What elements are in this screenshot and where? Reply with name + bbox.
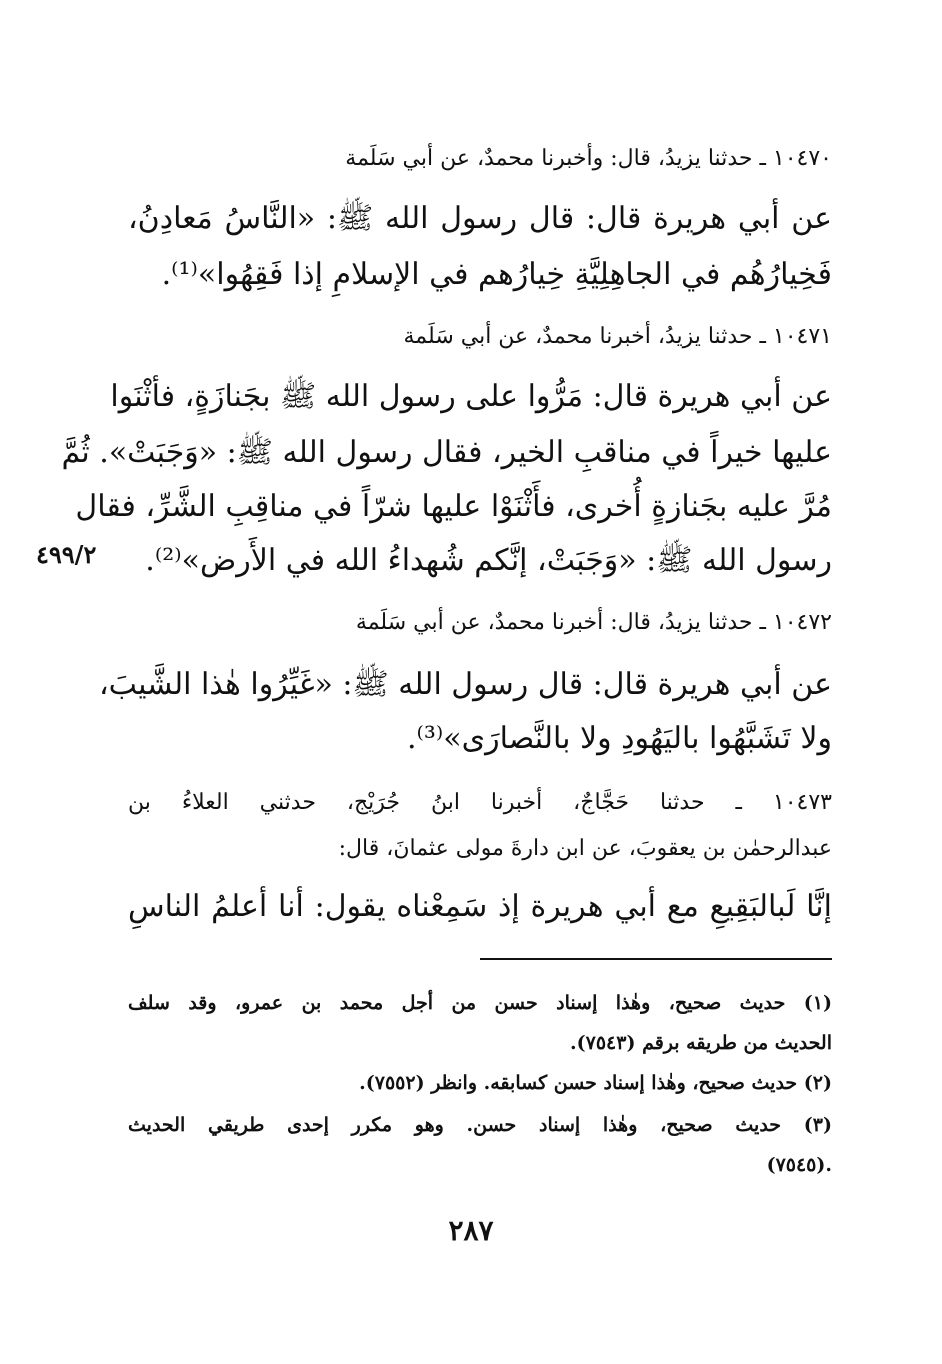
- matn-line-10471-4: رسول الله ﷺ: «وَجَبَتْ، إنَّكم شُهداءُ الله في الأَرض»⁽²⁾.: [145, 543, 832, 578]
- page-number: ٢٨٧: [448, 1214, 494, 1247]
- footnote-1-line-1: (١) حديث صحيح، وهٰذا إسناد حسن من أجل محمد بن عمرو، وقد سلف: [128, 992, 832, 1014]
- matn-line-10472-2: ولا تَشَبَّهُوا باليَهُودِ ولا بالنَّصارَى»⁽³⁾.: [406, 721, 832, 756]
- footnote-3-line-2: (٧٥٤٥).: [766, 1154, 832, 1176]
- matn-line-10471-2: عليها خيراً في مناقبِ الخير، فقال رسول الله ﷺ: «وَجَبَتْ». ثُمَّ: [61, 435, 832, 470]
- matn-line-10470-2: فَخِيارُهُم في الجاهِلِيَّةِ خِيارُهم في الإسلامِ إذا فَقِهُوا»⁽¹⁾.: [161, 257, 832, 292]
- matn-line-10471-3: مُرَّ عليه بجَنازةٍ أُخرى، فأَثْنَوْا عليها شرّاً في مناقِبِ الشَّرِّ، فقال: [75, 489, 832, 524]
- matn-line-10470-1: عن أبي هريرة قال: قال رسول الله ﷺ: «النَّاسُ مَعادِنُ،: [128, 201, 832, 236]
- footnote-1-line-2: الحديث من طريقه برقم (٧٥٤٣).: [570, 1032, 832, 1054]
- isnad-line-10470: ١٠٤٧٠ ـ حدثنا يزيدُ، قال: وأخبرنا محمدٌ، عن أبي سَلَمة: [345, 146, 832, 171]
- isnad-line-10471: ١٠٤٧١ ـ حدثنا يزيدُ، أخبرنا محمدٌ، عن أبي سَلَمة: [403, 324, 832, 349]
- isnad-line-10473-1: ١٠٤٧٣ ـ حدثنا حَجَّاجٌ، أخبرنا ابنُ جُرَيْج، حدثني العلاءُ بن: [128, 790, 832, 815]
- matn-line-10471-1: عن أبي هريرة قال: مَرُّوا على رسول الله ﷺ بجَنازَةٍ، فأثْنَوا: [110, 379, 832, 414]
- footnote-3-line-1: (٣) حديث صحيح، وهٰذا إسناد حسن. وهو مكرر إحدى طريقي الحديث: [128, 1114, 832, 1136]
- footnote-separator-rule: [480, 958, 832, 960]
- matn-line-10473-1: إنَّا لَبالبَقِيعِ مع أبي هريرة إذ سَمِعْناه يقول: أنا أعلمُ الناسِ: [128, 889, 832, 924]
- matn-line-10472-1: عن أبي هريرة قال: قال رسول الله ﷺ: «غَيِّرُوا هٰذا الشَّيبَ،: [98, 667, 832, 702]
- footnote-2: (٢) حديث صحيح، وهٰذا إسناد حسن كسابقه. وانظر (٧٥٥٢).: [359, 1072, 832, 1094]
- margin-volume-page-reference: ٤٩٩/٢: [36, 540, 97, 569]
- isnad-line-10472: ١٠٤٧٢ ـ حدثنا يزيدُ، قال: أخبرنا محمدٌ، عن أبي سَلَمة: [355, 610, 832, 635]
- isnad-line-10473-2: عبدالرحمٰن بن يعقوبَ، عن ابن دارةَ مولى عثمانَ، قال:: [338, 836, 832, 861]
